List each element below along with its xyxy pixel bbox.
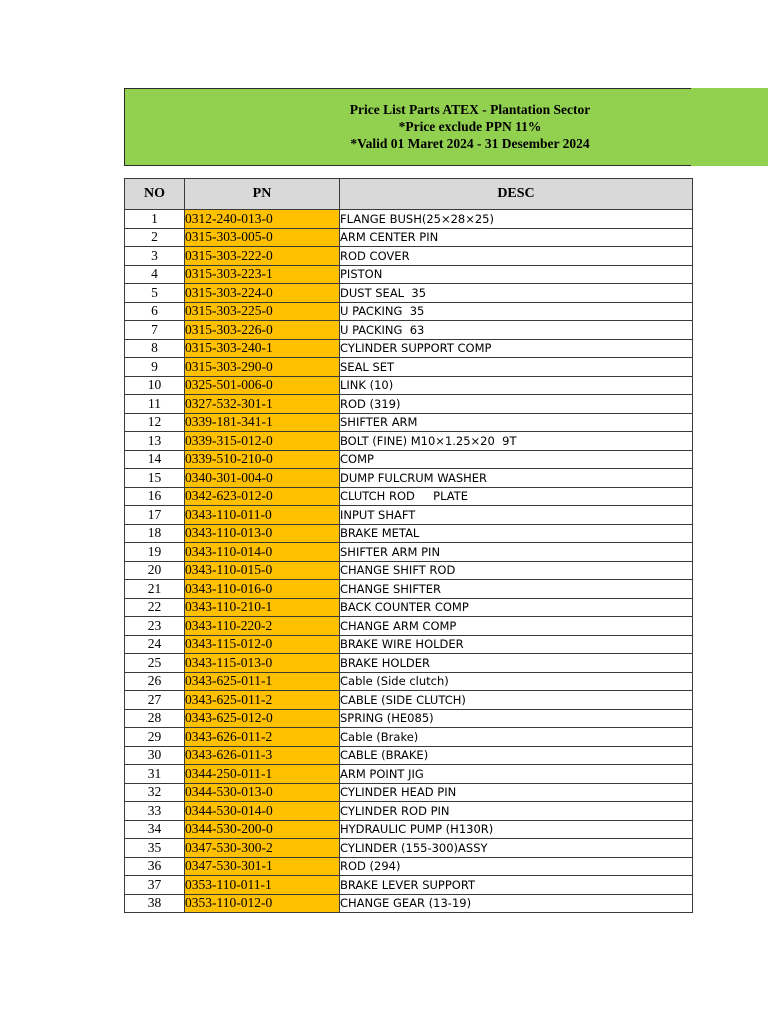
pn-cell: 0312-240-013-0: [185, 210, 340, 229]
no-cell: 4: [125, 265, 185, 284]
no-cell: 26: [125, 672, 185, 691]
pn-cell: 0340-301-004-0: [185, 469, 340, 488]
no-cell: 8: [125, 339, 185, 358]
no-cell: 35: [125, 839, 185, 858]
column-header-pn: PN: [185, 179, 340, 210]
table-row: [125, 284, 693, 303]
column-header-no: NO: [125, 179, 185, 210]
pn-cell: 0343-110-013-0: [185, 524, 340, 543]
table-row: [125, 376, 693, 395]
pn-cell: 0343-110-015-0: [185, 561, 340, 580]
pn-cell: 0315-303-222-0: [185, 247, 340, 266]
desc-cell: BRAKE LEVER SUPPORT: [340, 876, 693, 895]
no-cell: 25: [125, 654, 185, 673]
pn-cell: 0343-110-220-2: [185, 617, 340, 636]
no-cell: 5: [125, 284, 185, 303]
no-cell: 36: [125, 857, 185, 876]
no-cell: 24: [125, 635, 185, 654]
desc-cell: SHIFTER ARM PIN: [340, 543, 693, 562]
desc-cell: CYLINDER SUPPORT COMP: [340, 339, 693, 358]
desc-cell: DUST SEAL 35: [340, 284, 693, 303]
no-cell: 37: [125, 876, 185, 895]
pn-cell: 0344-530-200-0: [185, 820, 340, 839]
pn-cell: 0327-532-301-1: [185, 395, 340, 414]
desc-cell: U PACKING 35: [340, 302, 693, 321]
desc-cell: SPRING (HE085): [340, 709, 693, 728]
no-cell: 15: [125, 469, 185, 488]
desc-cell: CHANGE GEAR (13-19): [340, 894, 693, 913]
desc-cell: INPUT SHAFT: [340, 506, 693, 525]
desc-cell: HYDRAULIC PUMP (H130R): [340, 820, 693, 839]
desc-cell: CABLE (SIDE CLUTCH): [340, 691, 693, 710]
no-cell: 28: [125, 709, 185, 728]
table-row: [125, 247, 693, 266]
table-row: [125, 857, 693, 876]
table-row: [125, 265, 693, 284]
pn-cell: 0347-530-301-1: [185, 857, 340, 876]
table-row: [125, 432, 693, 451]
desc-cell: ARM POINT JIG: [340, 765, 693, 784]
desc-cell: FLANGE BUSH(25×28×25): [340, 210, 693, 229]
no-cell: 18: [125, 524, 185, 543]
no-cell: 6: [125, 302, 185, 321]
desc-cell: CYLINDER (155-300)ASSY: [340, 839, 693, 858]
table-row: [125, 672, 693, 691]
table-row: [125, 450, 693, 469]
no-cell: 20: [125, 561, 185, 580]
no-cell: 29: [125, 728, 185, 747]
desc-cell: PISTON: [340, 265, 693, 284]
table-row: [125, 580, 693, 599]
table-row: [125, 894, 693, 913]
no-cell: 31: [125, 765, 185, 784]
desc-cell: SHIFTER ARM: [340, 413, 693, 432]
pn-cell: 0347-530-300-2: [185, 839, 340, 858]
no-cell: 34: [125, 820, 185, 839]
no-cell: 10: [125, 376, 185, 395]
no-cell: 14: [125, 450, 185, 469]
pn-cell: 0343-625-012-0: [185, 709, 340, 728]
table-row: [125, 783, 693, 802]
table-row: [125, 469, 693, 488]
table-row: [125, 617, 693, 636]
pn-cell: 0315-303-224-0: [185, 284, 340, 303]
table-row: [125, 487, 693, 506]
no-cell: 30: [125, 746, 185, 765]
no-cell: 32: [125, 783, 185, 802]
pn-cell: 0315-303-223-1: [185, 265, 340, 284]
desc-cell: CYLINDER HEAD PIN: [340, 783, 693, 802]
no-cell: 17: [125, 506, 185, 525]
pn-cell: 0342-623-012-0: [185, 487, 340, 506]
column-header-desc: DESC: [340, 179, 693, 210]
desc-cell: SEAL SET: [340, 358, 693, 377]
desc-cell: BOLT (FINE) M10×1.25×20 9T: [340, 432, 693, 451]
desc-cell: BACK COUNTER COMP: [340, 598, 693, 617]
no-cell: 19: [125, 543, 185, 562]
pn-cell: 0339-510-210-0: [185, 450, 340, 469]
table-row: [125, 506, 693, 525]
pn-cell: 0315-303-290-0: [185, 358, 340, 377]
pn-cell: 0343-115-012-0: [185, 635, 340, 654]
table-row: [125, 839, 693, 858]
desc-cell: BRAKE HOLDER: [340, 654, 693, 673]
pn-cell: 0315-303-225-0: [185, 302, 340, 321]
table-row: [125, 654, 693, 673]
price-table: [124, 178, 693, 913]
desc-cell: ROD (294): [340, 857, 693, 876]
desc-cell: CLUTCH ROD PLATE: [340, 487, 693, 506]
desc-cell: BRAKE METAL: [340, 524, 693, 543]
no-cell: 21: [125, 580, 185, 599]
desc-cell: BRAKE WIRE HOLDER: [340, 635, 693, 654]
no-cell: 22: [125, 598, 185, 617]
table-row: [125, 543, 693, 562]
table-row: [125, 302, 693, 321]
table-row: [125, 598, 693, 617]
table-header-row: [125, 179, 693, 210]
header-price-note: *Price exclude PPN 11%: [398, 119, 542, 134]
table-row: [125, 746, 693, 765]
table-row: [125, 728, 693, 747]
no-cell: 23: [125, 617, 185, 636]
table-row: [125, 765, 693, 784]
desc-cell: Cable (Side clutch): [340, 672, 693, 691]
table-body: [125, 210, 693, 913]
pn-cell: 0325-501-006-0: [185, 376, 340, 395]
no-cell: 12: [125, 413, 185, 432]
desc-cell: DUMP FULCRUM WASHER: [340, 469, 693, 488]
pn-cell: 0343-625-011-1: [185, 672, 340, 691]
desc-cell: ARM CENTER PIN: [340, 228, 693, 247]
pn-cell: 0339-181-341-1: [185, 413, 340, 432]
table-row: [125, 561, 693, 580]
no-cell: 16: [125, 487, 185, 506]
desc-cell: ROD COVER: [340, 247, 693, 266]
no-cell: 27: [125, 691, 185, 710]
no-cell: 38: [125, 894, 185, 913]
no-cell: 3: [125, 247, 185, 266]
pn-cell: 0315-303-005-0: [185, 228, 340, 247]
desc-cell: CHANGE SHIFT ROD: [340, 561, 693, 580]
table-row: [125, 635, 693, 654]
pn-cell: 0343-115-013-0: [185, 654, 340, 673]
no-cell: 11: [125, 395, 185, 414]
table-row: [125, 395, 693, 414]
table-row: [125, 524, 693, 543]
no-cell: 13: [125, 432, 185, 451]
table-row: [125, 228, 693, 247]
desc-cell: U PACKING 63: [340, 321, 693, 340]
no-cell: 9: [125, 358, 185, 377]
pn-cell: 0343-626-011-3: [185, 746, 340, 765]
header-title-block: [124, 101, 768, 152]
pn-cell: 0343-110-011-0: [185, 506, 340, 525]
pn-cell: 0344-530-013-0: [185, 783, 340, 802]
no-cell: 7: [125, 321, 185, 340]
pn-cell: 0344-250-011-1: [185, 765, 340, 784]
table-row: [125, 802, 693, 821]
desc-cell: CHANGE ARM COMP: [340, 617, 693, 636]
desc-cell: ROD (319): [340, 395, 693, 414]
pn-cell: 0343-625-011-2: [185, 691, 340, 710]
no-cell: 1: [125, 210, 185, 229]
pn-cell: 0339-315-012-0: [185, 432, 340, 451]
desc-cell: CYLINDER ROD PIN: [340, 802, 693, 821]
table-row: [125, 820, 693, 839]
header-validity-note: *Valid 01 Maret 2024 - 31 Desember 2024: [350, 136, 590, 151]
desc-cell: CHANGE SHIFTER: [340, 580, 693, 599]
table-row: [125, 358, 693, 377]
table-row: [125, 210, 693, 229]
desc-cell: LINK (10): [340, 376, 693, 395]
pn-cell: 0343-626-011-2: [185, 728, 340, 747]
pn-cell: 0353-110-011-1: [185, 876, 340, 895]
no-cell: 2: [125, 228, 185, 247]
pn-cell: 0315-303-240-1: [185, 339, 340, 358]
pn-cell: 0343-110-014-0: [185, 543, 340, 562]
pn-cell: 0344-530-014-0: [185, 802, 340, 821]
table-row: [125, 413, 693, 432]
pn-cell: 0343-110-210-1: [185, 598, 340, 617]
desc-cell: Cable (Brake): [340, 728, 693, 747]
pn-cell: 0353-110-012-0: [185, 894, 340, 913]
pn-cell: 0315-303-226-0: [185, 321, 340, 340]
table-row: [125, 321, 693, 340]
table-row: [125, 709, 693, 728]
header-title: Price List Parts ATEX - Plantation Sector: [349, 102, 591, 117]
table-row: [125, 691, 693, 710]
no-cell: 33: [125, 802, 185, 821]
desc-cell: CABLE (BRAKE): [340, 746, 693, 765]
table-row: [125, 876, 693, 895]
table-row: [125, 339, 693, 358]
desc-cell: COMP: [340, 450, 693, 469]
pn-cell: 0343-110-016-0: [185, 580, 340, 599]
